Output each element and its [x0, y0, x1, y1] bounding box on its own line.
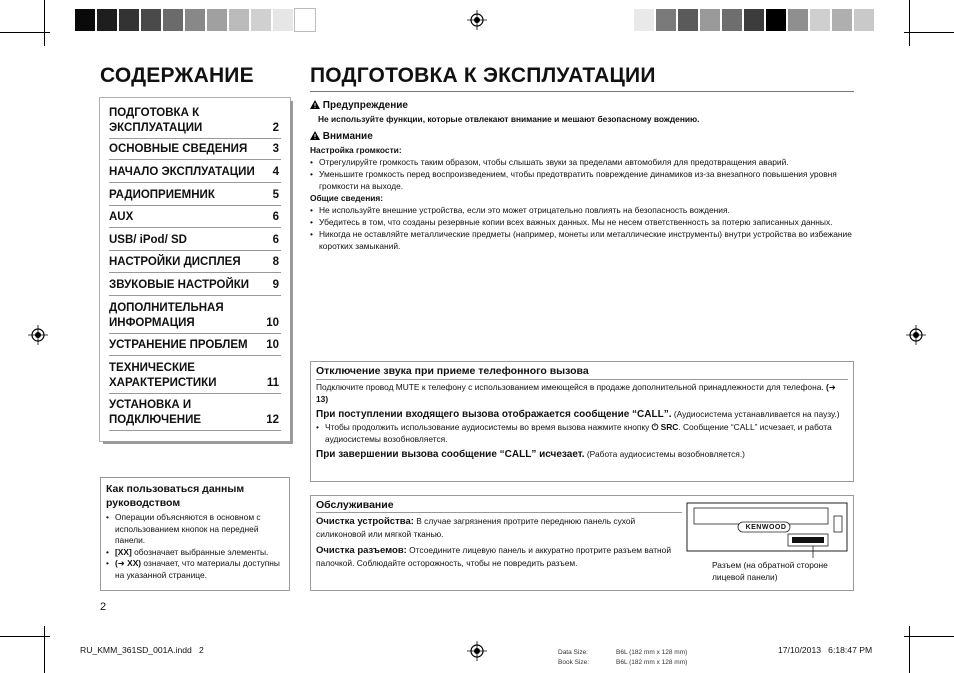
list-item: [310, 228, 854, 252]
toc-item-label: AUX: [109, 211, 134, 223]
crop-mark: [909, 0, 910, 46]
warning-text: Не используйте функции, которые отвлекают внимание и мешают безопасному вождению.: [318, 114, 700, 124]
swatch: [294, 8, 316, 32]
warnings-block: [310, 99, 854, 252]
howto-title: Как пользоваться данным руководством: [106, 483, 245, 509]
toc-item-label: ЗВУКОВЫЕ НАСТРОЙКИ: [109, 279, 249, 291]
src-key-label: ⏻ SRC: [651, 422, 679, 432]
bullet-text: Отрегулируйте громкость таким образом, чтобы слышать звуки за пределами автомобиля для предотвращения аварий.: [319, 157, 789, 167]
toc-item-label: ОСНОВНЫЕ СВЕДЕНИЯ: [109, 143, 248, 155]
toc-item[interactable]: [109, 398, 281, 431]
crop-mark: [904, 32, 954, 33]
data-size-label: Data Size:: [558, 649, 588, 656]
registration-mark-icon: [467, 641, 487, 661]
swatch: [184, 8, 206, 32]
data-size-value: B6L (182 mm x 128 mm): [616, 649, 688, 656]
toc-item-label: ПОДГОТОВКА К ЭКСПЛУАТАЦИИ: [109, 107, 203, 134]
mute-text: Чтобы продолжить использование аудиосистемы во время вызова нажмите кнопку: [325, 422, 652, 432]
footer-date: 17/10/2013 6:18:47 PM: [778, 645, 873, 655]
swatch: [655, 8, 677, 32]
toc-item-page: 3: [272, 143, 279, 155]
toc-item-page: 5: [272, 189, 279, 201]
book-size-label: Book Size:: [558, 659, 590, 666]
list-item: [106, 547, 283, 559]
list-item: [106, 558, 283, 581]
toc-item[interactable]: [109, 188, 281, 206]
page-reference: (➜ 13): [316, 382, 836, 404]
toc-item-page: 11: [266, 377, 279, 389]
general-title: Общие сведения:: [310, 193, 384, 203]
toc-item[interactable]: [109, 338, 281, 356]
bullet-text: Не используйте внешние устройства, если это может отрицательно повлиять на безопасность вождения.: [319, 205, 730, 215]
maintenance-text: Отсоедините лицевую панель и аккуратно протрите разъем ватной палочкой. Соблюдайте осторожность, чтобы не повредить разъем.: [316, 545, 671, 568]
registration-mark-icon: [467, 10, 487, 30]
toc-item[interactable]: [109, 106, 281, 139]
toc-item-page: 9: [272, 279, 279, 291]
swatch: [765, 8, 787, 32]
swatch: [677, 8, 699, 32]
swatch: [633, 8, 655, 32]
maintenance-text: В случае загрязнения протрите переднюю панель сухой силиконовой или мягкой тканью.: [316, 516, 636, 539]
toc-item-label: ДОПОЛНИТЕЛЬНАЯ ИНФОРМАЦИЯ: [109, 302, 224, 329]
toc-item[interactable]: [109, 210, 281, 228]
crop-mark: [904, 636, 954, 637]
toc-item[interactable]: [109, 301, 281, 334]
page-number: 2: [100, 601, 107, 613]
toc-item-label: USB/ iPod/ SD: [109, 234, 187, 246]
swatch: [853, 8, 875, 32]
maintenance-bold: Очистка разъемов:: [316, 545, 407, 556]
mute-box: [310, 361, 854, 482]
toc-item-page: 6: [272, 234, 279, 246]
toc-item-page: 10: [266, 339, 279, 351]
bullet-text: Уменьшите громкость перед воспроизведением, чтобы предотвратить повреждение динамиков из-за внезапного повышения уровня громкости на выходе.: [319, 169, 837, 191]
mute-paragraph: [316, 381, 848, 405]
swatch: [140, 8, 162, 32]
swatch: [74, 8, 96, 32]
list-item: [310, 168, 854, 192]
toc-item[interactable]: [109, 278, 281, 296]
title-rule: [310, 91, 854, 92]
toc-item-label: ТЕХНИЧЕСКИЕ ХАРАКТЕРИСТИКИ: [109, 362, 217, 389]
list-item: [310, 156, 854, 168]
toc-item-label: УСТРАНЕНИЕ ПРОБЛЕМ: [109, 339, 248, 351]
list-item: [106, 512, 283, 547]
swatch: [272, 8, 294, 32]
list-item: [316, 421, 848, 445]
brand-label: KENWOOD: [745, 524, 787, 531]
crop-mark: [44, 626, 45, 673]
bullet-text: Убедитесь в том, что созданы резервные копии всех важных данных. Мы не несем ответственность за потерю записанных данных.: [319, 217, 833, 227]
maintenance-paragraph: [316, 544, 686, 569]
warning-triangle-icon: [310, 131, 320, 140]
crop-mark: [0, 636, 50, 637]
section-title: ПОДГОТОВКА К ЭКСПЛУАТАЦИИ: [310, 64, 656, 87]
swatch: [831, 8, 853, 32]
footer-filename: RU_KMM_361SD_001A.indd 2: [80, 645, 204, 655]
toc-item-label: НАСТРОЙКИ ДИСПЛЕЯ: [109, 256, 241, 268]
registration-mark-icon: [28, 325, 48, 345]
crop-mark: [44, 0, 45, 46]
mute-paragraph: [316, 448, 848, 461]
caution-heading: [310, 130, 854, 144]
mute-paragraph: [316, 408, 848, 421]
swatch: [809, 8, 831, 32]
swatch: [96, 8, 118, 32]
swatch: [699, 8, 721, 32]
toc-item[interactable]: [109, 233, 281, 251]
toc-item-label: РАДИОПРИЕМНИК: [109, 189, 215, 201]
volume-title: Настройка громкости:: [310, 145, 402, 155]
mute-text: . Сообщение “CALL” исчезает, и работа аудиосистемы возобновляется.: [325, 422, 832, 444]
maintenance-bold: Очистка устройства:: [316, 516, 414, 527]
swatch: [206, 8, 228, 32]
toc-item-page: 8: [272, 256, 279, 268]
table-of-contents: [100, 98, 290, 441]
toc-item[interactable]: [109, 255, 281, 273]
howto-box: [100, 477, 290, 591]
swatch: [162, 8, 184, 32]
toc-item-page: 6: [272, 211, 279, 223]
code-label: [XX]: [115, 546, 132, 557]
swatch: [228, 8, 250, 32]
warning-heading: [310, 99, 854, 113]
toc-item-label: УСТАНОВКА И ПОДКЛЮЧЕНИЕ: [109, 399, 202, 426]
toc-item-page: 10: [266, 317, 279, 329]
code-label: (➜ XX): [115, 558, 142, 568]
warning-triangle-icon: [310, 100, 320, 109]
crop-mark: [0, 32, 50, 33]
mute-bold-text: При завершении вызова сообщение “CALL” исчезает.: [316, 449, 585, 460]
swatch: [743, 8, 765, 32]
maintenance-title: Обслуживание: [316, 499, 682, 513]
mute-text: (Аудиосистема устанавливается на паузу.): [671, 409, 840, 419]
swatch: [250, 8, 272, 32]
mute-text: Подключите провод MUTE к телефону с использованием имеющейся в продаже дополнительной принадлежности для телефона.: [316, 382, 824, 392]
howto-bullet-text: Операции объясняются в основном с использованием кнопок на передней панели.: [115, 512, 261, 545]
crop-mark: [909, 626, 910, 673]
warning-title: Предупреждение: [322, 100, 408, 111]
toc-item-page: 12: [266, 414, 279, 426]
toc-item-page: 2: [272, 122, 279, 134]
howto-bullet-text: обозначает выбранные элементы.: [131, 546, 269, 557]
toc-item[interactable]: [109, 165, 281, 183]
registration-mark-icon: [906, 325, 926, 345]
mute-title: Отключение звука при приеме телефонного вызова: [316, 365, 848, 380]
caution-title: Внимание: [322, 131, 373, 142]
swatch: [787, 8, 809, 32]
list-item: [310, 216, 854, 228]
howto-bullet-text: означает, что материалы доступны на указанной странице.: [115, 558, 280, 580]
mute-text: (Работа аудиосистемы возобновляется.): [584, 449, 745, 459]
connector-caption: Разъем (на обратной стороне лицевой панели): [712, 560, 828, 582]
bullet-text: Никогда не оставляйте металлические предметы (например, монеты или металлические инструменты) внутри устройства во избежание коротких замыканий.: [319, 229, 852, 251]
toc-title: СОДЕРЖАНИЕ: [100, 64, 254, 87]
book-size-value: B6L (182 mm x 128 mm): [616, 659, 688, 666]
maintenance-paragraph: [316, 515, 686, 540]
mute-bold-text: При поступлении входящего вызова отображается сообщение “CALL”.: [316, 409, 672, 420]
swatch: [118, 8, 140, 32]
toc-item[interactable]: [109, 142, 281, 160]
toc-item[interactable]: [109, 361, 281, 394]
swatch: [721, 8, 743, 32]
toc-item-page: 4: [272, 166, 279, 178]
toc-item-label: НАЧАЛО ЭКСПЛУАТАЦИИ: [109, 166, 255, 178]
list-item: [310, 204, 854, 216]
